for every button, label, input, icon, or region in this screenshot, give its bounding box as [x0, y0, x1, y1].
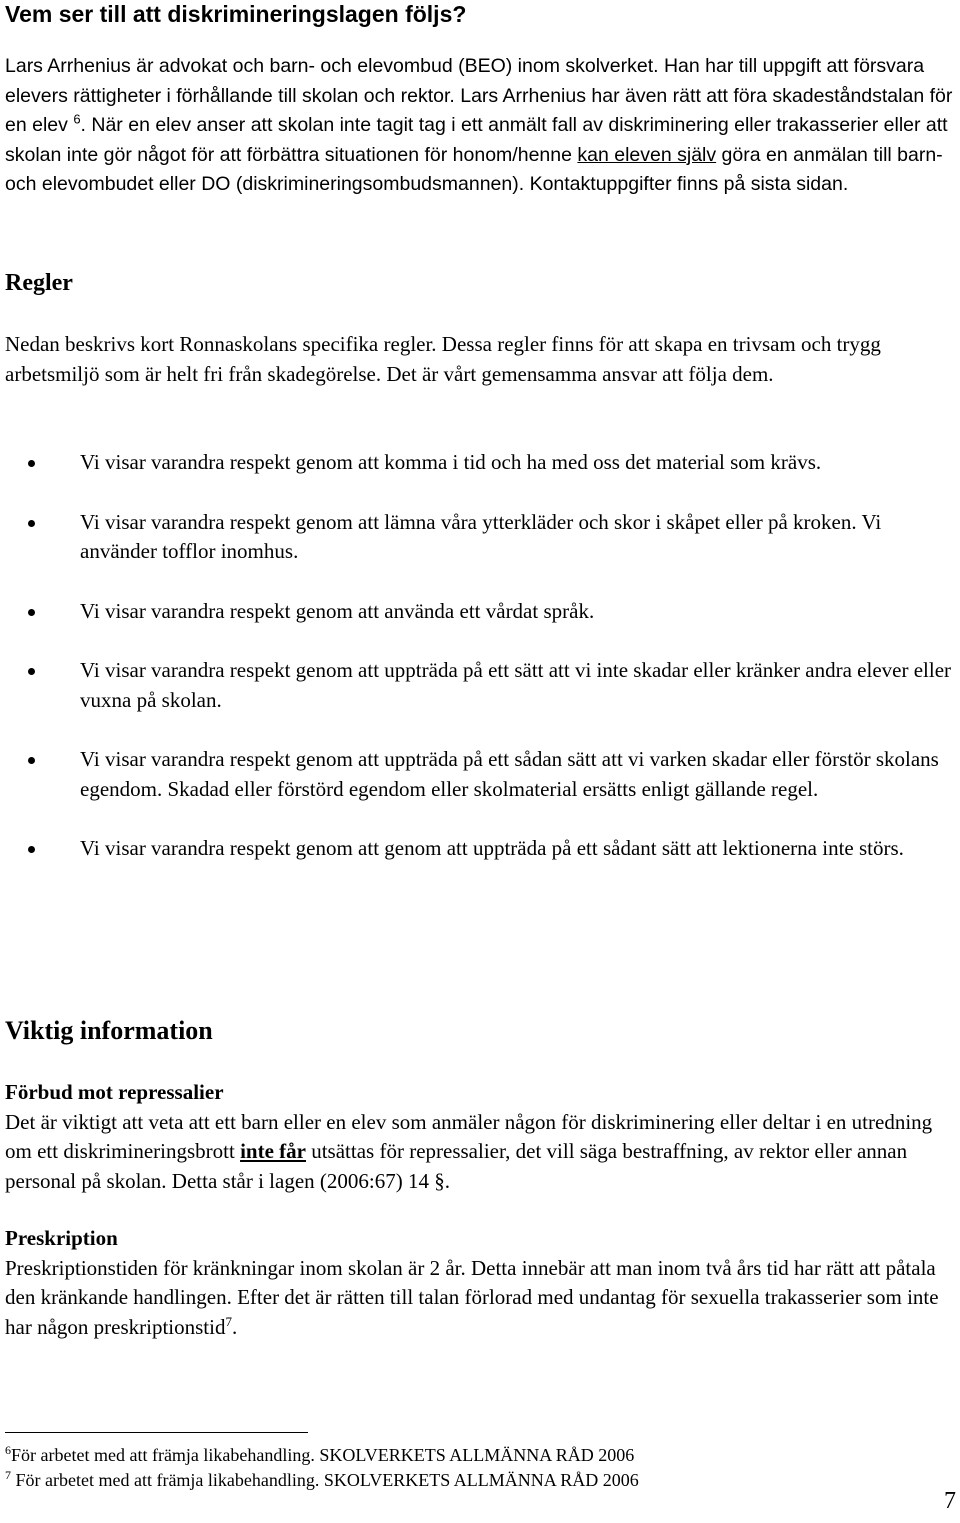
footnote-7: $^7$ För arbetet med att främja likabehandling. SKOLVERKETS ALLMÄNNA RÅD 2006 [5, 1468, 639, 1490]
beo-text-1: Lars Arrhenius är advokat och barn- och elevombud (BEO) inom skolverket. Han har till uppgift att försvara elevers rättigheter i förhållande till skolan och rektor. Lars Arrhenius har även rätt att föra skadeståndstalan för en elev [5, 55, 953, 136]
beo-text-2: . När en elev anser att skolan inte tagit tag i ett anmält fall av diskriminering eller trakasserier eller att skolan inte gör något för att förbättra situationen för honom/henne [5, 114, 948, 166]
section-repressalier [5, 1078, 960, 1196]
footnote-6: $^6$För arbetet med att främja likabehandling. SKOLVERKETS ALLMÄNNA RÅD 2006 [5, 1443, 635, 1465]
bullet-icon [28, 609, 35, 616]
beo-text-3: göra en anmälan till barn- och elevombudet eller DO (diskrimineringsombudsmannen). Kontaktuppgifter finns på sista sidan. [5, 143, 943, 195]
rule-item: Vi visar varandra respekt genom att genom att uppträda på ett sådant sätt att lektionerna inte störs. [5, 834, 960, 864]
paragraph-regler-intro: Nedan beskrivs kort Ronnaskolans specifika regler. Dessa regler finns för att skapa en trivsam och trygg arbetsmiljö som är helt fri från skadegörelse. Det är vårt gemensamma ansvar att följa dem. [5, 332, 881, 386]
heading-viktig-information: Viktig information [5, 1016, 213, 1045]
beo-underlined: kan eleven själv [577, 143, 717, 166]
rule-item: Vi visar varandra respekt genom att använda ett vårdat språk. [5, 597, 960, 627]
section-heading-diskrimineringslagen: Vem ser till att diskrimineringslagen följs? [5, 1, 467, 27]
emphasis-inte-far: inte får [240, 1139, 306, 1163]
heading-regler: Regler [5, 270, 73, 296]
rule-item: Vi visar varandra respekt genom att uppträda på ett sätt att vi inte skadar eller kränker andra elever eller vuxna på skolan. [5, 656, 960, 715]
subheading-preskription: Preskription [5, 1226, 118, 1250]
section-sign: § [434, 1168, 445, 1193]
paragraph-beo [5, 52, 955, 200]
rule-item: Vi visar varandra respekt genom att komma i tid och ha med oss det material som krävs. [5, 448, 960, 478]
bullet-icon [28, 668, 35, 675]
footnote-ref-7: 7 [225, 1313, 232, 1329]
footnote-ref-6: 6 [73, 111, 81, 127]
bullet-icon [28, 460, 35, 467]
rule-item: Vi visar varandra respekt genom att lämna våra ytterkläder och skor i skåpet eller på kroken. Vi använder tofflor inomhus. [5, 508, 960, 567]
paragraph-preskription: Preskriptionstiden för kränkningar inom skolan är 2 år. Detta innebär att man inom två års tid har rätt att påtala den kränkande handlingen. Efter det är rätten till talan förlorad med undantag för sexuella trakasserier som inte har någon preskriptionstid$^7$. [5, 1255, 939, 1339]
paragraph-repressalier: Det är viktigt att veta att ett barn eller en elev som anmäler någon för diskriminering eller deltar i en utredning om ett diskrimineringsbrott inte får utsättas för repressalier, det vill säga bestraffning, av rektor eller annan personal på skolan. Detta står i lagen (2006:67) 14 §. [5, 1109, 933, 1193]
footnotes [5, 1443, 639, 1493]
page-number: 7 [944, 1488, 956, 1514]
rule-item: Vi visar varandra respekt genom att uppträda på ett sådan sätt att vi varken skadar eller förstör skolans egendom. Skadad eller förstörd egendom eller skolmaterial ersätts enligt gällande regel. [5, 745, 960, 804]
subheading-repressalier: Förbud mot repressalier [5, 1080, 224, 1104]
footnote-divider [5, 1432, 308, 1433]
bullet-icon [28, 757, 35, 764]
section-preskription [5, 1224, 960, 1342]
bullet-icon [28, 520, 35, 527]
rules-list [5, 448, 960, 864]
bullet-icon [28, 846, 35, 853]
